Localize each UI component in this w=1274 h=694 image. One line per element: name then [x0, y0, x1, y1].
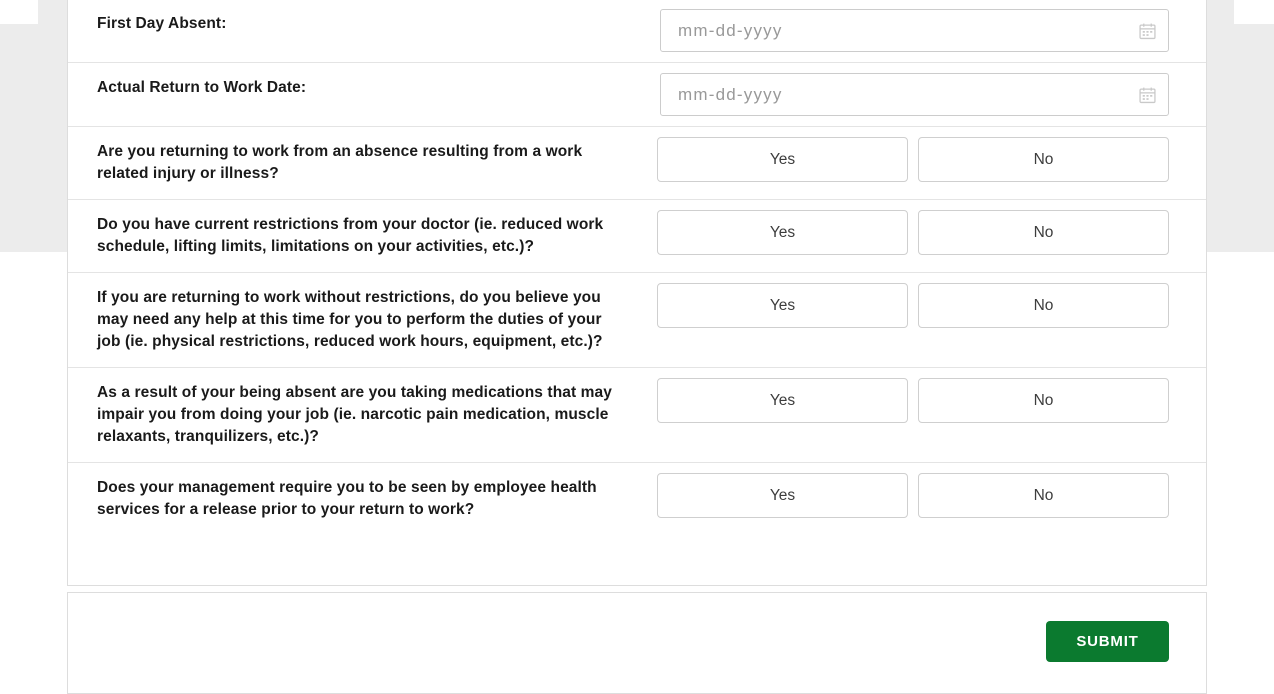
work-related-injury-yes-button[interactable]: Yes [657, 137, 908, 182]
form-row-first-day-absent [68, 0, 1206, 63]
current-restrictions-yes-button[interactable]: Yes [657, 210, 908, 255]
health-services-release-yes-button[interactable]: Yes [657, 473, 908, 518]
medications-yes-button[interactable]: Yes [657, 378, 908, 423]
control-medications [629, 368, 1206, 433]
form-row-health-services-release [68, 463, 1206, 535]
need-help-yes-button[interactable]: Yes [657, 283, 908, 328]
form-footer [67, 592, 1207, 694]
control-first-day-absent [632, 0, 1206, 62]
paper-edge-left [0, 0, 38, 24]
control-current-restrictions [629, 200, 1206, 265]
medications-no-button[interactable]: No [918, 378, 1169, 423]
control-work-related-injury [629, 127, 1206, 192]
page-gutter-left [0, 0, 68, 252]
actual-return-date-input[interactable] [660, 73, 1169, 116]
form-row-need-help [68, 273, 1206, 368]
label-first-day-absent: First Day Absent: [97, 15, 227, 32]
work-related-injury-no-button[interactable]: No [918, 137, 1169, 182]
label-work-related-injury: Are you returning to work from an absence resulting from a work related injury or illness? [97, 143, 583, 182]
calendar-icon[interactable] [1139, 86, 1156, 103]
submit-button[interactable]: SUBMIT [1046, 621, 1169, 662]
page-gutter-right [1200, 0, 1274, 252]
form-row-work-related-injury [68, 127, 1206, 200]
control-actual-return-date [632, 63, 1206, 126]
form-row-actual-return-date [68, 63, 1206, 127]
calendar-icon[interactable] [1139, 22, 1156, 39]
label-health-services-release: Does your management require you to be seen by employee health services for a release prior to your return to work? [97, 479, 597, 518]
form-row-current-restrictions [68, 200, 1206, 273]
control-health-services-release [629, 463, 1206, 528]
label-need-help: If you are returning to work without restrictions, do you believe you may need any help at this time for you to perform the duties of your job (ie. physical restrictions, reduced work hours, equipment, etc.)? [97, 289, 603, 350]
first-day-absent-date-input[interactable] [660, 9, 1169, 52]
form-row-medications [68, 368, 1206, 463]
label-current-restrictions: Do you have current restrictions from your doctor (ie. reduced work schedule, lifting limits, limitations on your activities, etc.)? [97, 216, 604, 255]
current-restrictions-no-button[interactable]: No [918, 210, 1169, 255]
paper-edge-right [1234, 0, 1274, 24]
need-help-no-button[interactable]: No [918, 283, 1169, 328]
actual-return-date-placeholder: mm-dd-yyyy [678, 84, 783, 104]
label-medications: As a result of your being absent are you taking medications that may impair you from doing your job (ie. narcotic pain medication, muscle relaxants, tranquilizers, etc.)? [97, 384, 612, 445]
label-actual-return-date: Actual Return to Work Date: [97, 79, 307, 96]
control-need-help [629, 273, 1206, 338]
first-day-absent-placeholder: mm-dd-yyyy [678, 20, 783, 40]
footer-actions [68, 593, 1206, 693]
return-to-work-form [67, 0, 1207, 586]
health-services-release-no-button[interactable]: No [918, 473, 1169, 518]
